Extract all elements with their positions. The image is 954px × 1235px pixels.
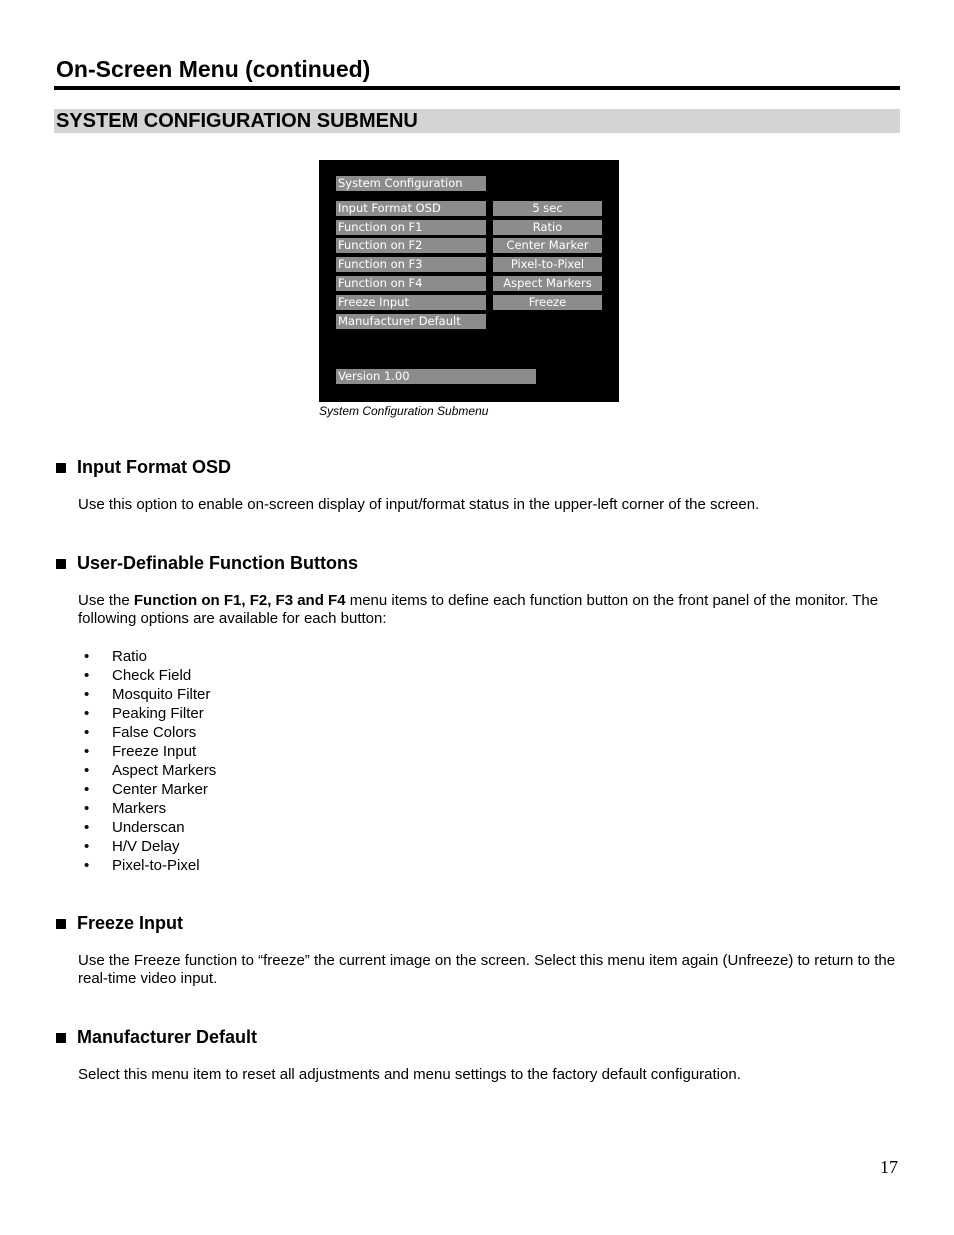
osd-row-label: Freeze Input: [336, 295, 486, 310]
page-number: 17: [880, 1157, 898, 1177]
osd-row-value: Ratio: [493, 220, 602, 235]
list-item: • Center Marker: [84, 781, 208, 798]
osd-row-label: Function on F2: [336, 238, 486, 253]
heading-text: Freeze Input: [77, 913, 184, 933]
osd-row-value: Center Marker: [493, 238, 602, 253]
list-item: • H/V Delay: [84, 838, 180, 855]
section-title: SYSTEM CONFIGURATION SUBMENU: [56, 110, 418, 132]
list-item: • Pixel-to-Pixel: [84, 857, 200, 874]
figure-caption: System Configuration Submenu: [319, 404, 489, 418]
freeze-input-text: Use the Freeze function to “freeze” the current image on the screen. Select this menu item again (Unfreeze) to return to the real-time video input.: [78, 952, 896, 987]
osd-row-label: Function on F1: [336, 220, 486, 235]
list-item: • Freeze Input: [84, 743, 197, 760]
osd-row-value: Freeze: [493, 295, 602, 310]
title-rule: [54, 86, 900, 90]
list-item: • Peaking Filter: [84, 705, 204, 722]
list-item: • Aspect Markers: [84, 762, 217, 779]
heading-input-format-osd: [56, 457, 231, 478]
square-bullet-icon: [56, 559, 66, 569]
heading-freeze-input: [56, 913, 183, 934]
heading-text: Input Format OSD: [77, 457, 231, 477]
list-item: • Underscan: [84, 819, 185, 836]
list-item: • False Colors: [84, 724, 197, 741]
heading-function-buttons: [56, 553, 358, 574]
osd-row-value: Pixel-to-Pixel: [493, 257, 602, 272]
square-bullet-icon: [56, 1033, 66, 1043]
function-buttons-text: Use the Function on F1, F2, F3 and F4 menu items to define each function button on the front panel of the monitor. The following options are available for each button:: [78, 592, 879, 627]
osd-header: System Configuration: [336, 176, 486, 191]
square-bullet-icon: [56, 463, 66, 473]
manufacturer-default-text: Select this menu item to reset all adjustments and menu settings to the factory default configuration.: [78, 1066, 741, 1083]
osd-row-label: Function on F4: [336, 276, 486, 291]
osd-row-value: Aspect Markers: [493, 276, 602, 291]
bold-menu-items: Function on F1, F2, F3 and F4: [133, 592, 346, 609]
list-item: • Ratio: [84, 648, 148, 665]
input-format-text: Use this option to enable on-screen display of input/format status in the upper-left corner of the screen.: [78, 496, 760, 513]
heading-text: Manufacturer Default: [77, 1027, 258, 1047]
page-title: On-Screen Menu (continued): [56, 56, 371, 82]
osd-row-label: Function on F3: [336, 257, 486, 272]
heading-text: User-Definable Function Buttons: [77, 553, 359, 573]
osd-row-label: Input Format OSD: [336, 201, 486, 216]
list-item: • Mosquito Filter: [84, 686, 211, 703]
list-item: • Markers: [84, 800, 167, 817]
osd-row-label: Manufacturer Default: [336, 314, 486, 329]
function-options-list: [84, 647, 216, 875]
osd-row-value: 5 sec: [493, 201, 602, 216]
osd-version: Version 1.00: [336, 369, 536, 384]
heading-manufacturer-default: [56, 1027, 257, 1048]
section-banner: [54, 109, 900, 133]
list-item: • Check Field: [84, 667, 192, 684]
square-bullet-icon: [56, 919, 66, 929]
osd-screenshot: [319, 160, 619, 402]
